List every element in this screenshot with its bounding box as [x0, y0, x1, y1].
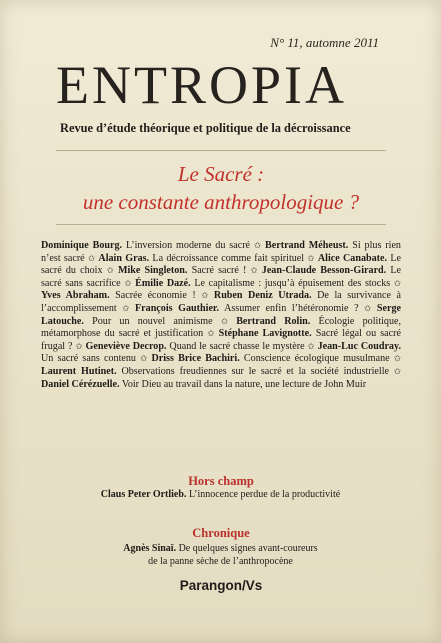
contents-entry — [135, 303, 359, 314]
contents-author: Dominique Bourg. — [41, 240, 123, 251]
contents-entry — [41, 366, 389, 377]
contents-title: Écologie politique, métamorphose du sacré et justification — [41, 315, 402, 340]
contents-author: Geneviève Decrop. — [85, 340, 167, 352]
contents-entry — [98, 253, 304, 264]
contents-title: Quand le sacré chasse le mystère — [169, 340, 305, 352]
star-separator-icon: ✩ — [122, 303, 130, 314]
contents-entry — [41, 240, 250, 251]
star-separator-icon: ✩ — [393, 354, 401, 365]
star-separator-icon: ✩ — [250, 266, 258, 277]
contents-author: Bertrand Méheust. — [265, 240, 349, 251]
divider-bottom — [56, 224, 386, 225]
contents-title: Conscience écologique musulmane — [243, 353, 390, 365]
contents-title: Sacré légal ou sacré frugal ? — [41, 328, 401, 352]
contents-title: Voir Dieu au travail dans la nature, une lecture de John Muir — [121, 378, 367, 390]
contents-author: Alice Canabate. — [317, 252, 388, 264]
theme-title-line2: une constante anthropologique ? — [82, 190, 360, 214]
contents-author: Jean-Luc Coudray. — [317, 340, 401, 352]
star-separator-icon: ✩ — [207, 329, 215, 340]
contents-entry — [41, 290, 196, 301]
contents-title: De la survivance à l’accomplissement — [41, 290, 401, 314]
divider-top — [56, 150, 386, 151]
star-separator-icon: ✩ — [364, 303, 372, 314]
contents-author: Driss Brice Bachiri. — [151, 353, 240, 365]
contents-author: Jean-Claude Besson-Girard. — [261, 265, 387, 277]
star-separator-icon: ✩ — [201, 291, 209, 302]
star-separator-icon: ✩ — [220, 316, 228, 327]
contents-author: Bertrand Rolin. — [236, 315, 311, 327]
contents-title: Assumer enfin l’hétéronomie ? — [224, 302, 359, 314]
contents-title: Le sacré du choix — [41, 252, 401, 277]
star-separator-icon: ✩ — [87, 253, 96, 264]
contents-title: Sacrée économie ! — [115, 290, 196, 302]
contents-title: Sacré sacré ! — [191, 265, 247, 277]
chronique-heading: Chronique — [192, 526, 250, 540]
hors-champ-author: Claus Peter Ortlieb. — [100, 489, 187, 500]
contents-title: Observations freudiennes sur le sacré et la société industrielle — [121, 365, 390, 377]
contents-author: Alain Gras. — [98, 252, 150, 264]
star-separator-icon: ✩ — [124, 278, 132, 289]
contents-entry — [41, 379, 366, 390]
contents-title: L’inversion moderne du sacré — [125, 240, 251, 251]
contents-entry — [86, 341, 305, 352]
contents-title: Un sacré sans contenu — [41, 353, 136, 365]
chronique-title-line1: De quelques signes avant-coureurs — [178, 543, 318, 554]
contents-author: Mike Singleton. — [117, 265, 188, 277]
contents-entry — [135, 278, 390, 289]
contents-author: Daniel Cérézuelle. — [41, 378, 120, 390]
contents-title: Si plus rien n’est sacré — [41, 240, 401, 264]
contents-title: Pour un nouvel animisme — [92, 315, 213, 327]
star-separator-icon: ✩ — [75, 341, 83, 352]
chronique-entry — [40, 543, 401, 556]
theme-title-line1: Le Sacré : — [177, 162, 265, 186]
contents-author: Ruben Deniz Utrada. — [213, 290, 312, 302]
star-separator-icon: ✩ — [106, 266, 114, 277]
contents-title: Le capitalisme : jusqu’à épuisement des stocks — [194, 277, 391, 289]
contents-entry — [118, 265, 246, 276]
contents-author: Yves Abraham. — [41, 290, 110, 302]
contents-author: François Gauthier. — [135, 302, 220, 314]
star-separator-icon: ✩ — [393, 366, 401, 377]
contents-entry — [151, 353, 389, 364]
journal-title: ENTROPIA — [56, 55, 347, 115]
hors-champ-title: L’innocence perdue de la productivité — [188, 489, 341, 500]
contents-author: Stéphane Lavignotte. — [218, 328, 312, 340]
table-of-contents — [41, 240, 401, 391]
chronique-author: Agnès Sinaï. — [123, 543, 177, 554]
journal-subtitle: Revue d’étude théorique et politique de la décroissance — [60, 121, 351, 135]
star-separator-icon: ✩ — [307, 253, 315, 264]
star-separator-icon: ✩ — [393, 278, 402, 289]
publisher-logo: Parangon/Vs — [179, 578, 263, 593]
hors-champ-heading: Hors champ — [188, 474, 254, 488]
contents-title: Le sacré sans sacrifice — [41, 265, 401, 289]
contents-author: Serge Latouche. — [41, 302, 401, 327]
hors-champ-entry — [40, 489, 401, 502]
star-separator-icon: ✩ — [253, 241, 262, 251]
chronique-title-line2: de la panne sèche de l’anthropocène — [148, 556, 293, 567]
star-separator-icon: ✩ — [140, 354, 148, 365]
contents-title: La décroissance comme fait spirituel — [152, 252, 305, 264]
issue-number: N° 11, automne 2011 — [270, 35, 379, 50]
star-separator-icon: ✩ — [307, 341, 315, 352]
contents-author: Émilie Dazé. — [135, 277, 191, 289]
contents-author: Laurent Hutinet. — [41, 365, 117, 377]
